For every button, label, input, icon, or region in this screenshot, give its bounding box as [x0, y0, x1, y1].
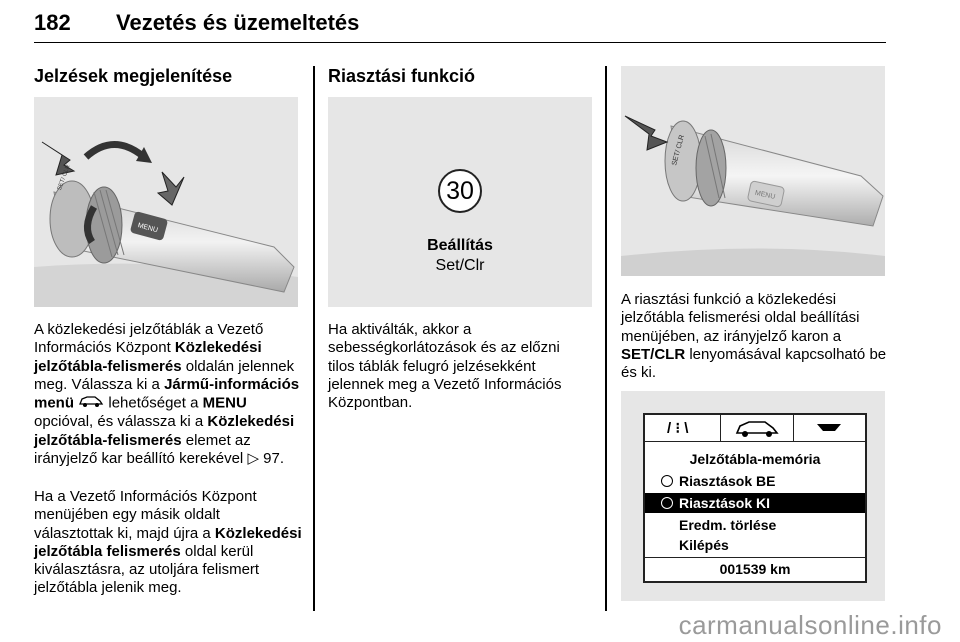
- alert-toggle-instructions: A riasztási funkció a közlekedési jelzőtábla felismerési oldal beállítási menüjében, az irányjelző karon a SET/CLR lenyomásával kapcsolható be és ki.: [621, 291, 887, 382]
- lever-set-label: SET/ CLR: [56, 164, 72, 192]
- watermark: carmanualsonline.info: [678, 610, 942, 640]
- dic-menu-illustration: [621, 391, 885, 601]
- column-divider-1: [313, 66, 315, 611]
- page-number: 182: [34, 10, 71, 35]
- chapter-title: Vezetés és üzemeltetés: [116, 10, 360, 35]
- menu-item-alerts-on: Riasztások BE: [645, 471, 865, 491]
- rotate-arrow-icon: [86, 145, 144, 158]
- car-icon: [78, 394, 104, 413]
- arrow-icon: [625, 116, 667, 150]
- tab-trip-icon: / ⁝ \: [667, 420, 689, 437]
- odometer-divider: [645, 557, 865, 558]
- lever-illustration-menu: [34, 97, 298, 307]
- alert-display-illustration: [328, 97, 592, 307]
- tab-vehicle-icon: [720, 414, 794, 441]
- menu-item-exit: Kilépés: [679, 537, 729, 553]
- section-heading-alert: Riasztási funkció: [328, 66, 476, 86]
- display-setting-label: Beállítás: [427, 237, 493, 254]
- menu-item-alerts-off: Riasztások KI: [645, 493, 865, 513]
- press-arrow-icon: [158, 172, 184, 205]
- lever-menu-label: MENU: [136, 222, 159, 235]
- radio-off-icon: [661, 475, 673, 487]
- lever-set-label: SET/ CLR: [671, 134, 687, 167]
- menu-title: Jelzőtábla-memória: [689, 451, 821, 467]
- display-setclr-label: Set/Clr: [435, 257, 485, 274]
- tab-road-icon: [815, 420, 843, 439]
- radio-on-icon: [661, 497, 673, 509]
- display-return-note: Ha a Vezető Információs Központ menüjében egy másik oldalt választottak ki, majd újra a Közlekedési jelzőtábla felismerés oldal kerül kiválasztásra, az utoljára felismert jelzőtábla jelenik meg.: [34, 488, 302, 597]
- speed-limit-sign-icon: 30: [438, 169, 482, 213]
- lever-illustration-setclr: [621, 66, 885, 276]
- dic-tab-bar: [645, 415, 865, 442]
- page-header: [34, 4, 886, 43]
- odometer: 001539 km: [719, 561, 791, 577]
- alert-description: Ha aktiválták, akkor a sebességkorlátozások és az előzni tilos táblák felugró jelzésekként jelennek meg a Vezető Információs Központban.: [328, 321, 562, 412]
- column-divider-2: [605, 66, 607, 611]
- menu-item-reset: Eredm. törlése: [679, 517, 777, 533]
- section-heading-display: Jelzések megjelenítése: [34, 66, 233, 86]
- display-instructions: A közlekedési jelzőtáblák a Vezető Információs Központ Közlekedési jelzőtábla-felismerés oldalán jelennek meg. Válassza ki a Jármű-információs menü lehetőséget a MENU opcióval, és válassza ki a Közlekedési jelzőtábla-felismerés elemet az irányjelző kar beállító kerekével ▷ 97.: [34, 321, 300, 468]
- dic-screen: [643, 413, 867, 583]
- lever-menu-label: MENU: [754, 189, 776, 201]
- page-reference-icon: ▷: [247, 450, 264, 468]
